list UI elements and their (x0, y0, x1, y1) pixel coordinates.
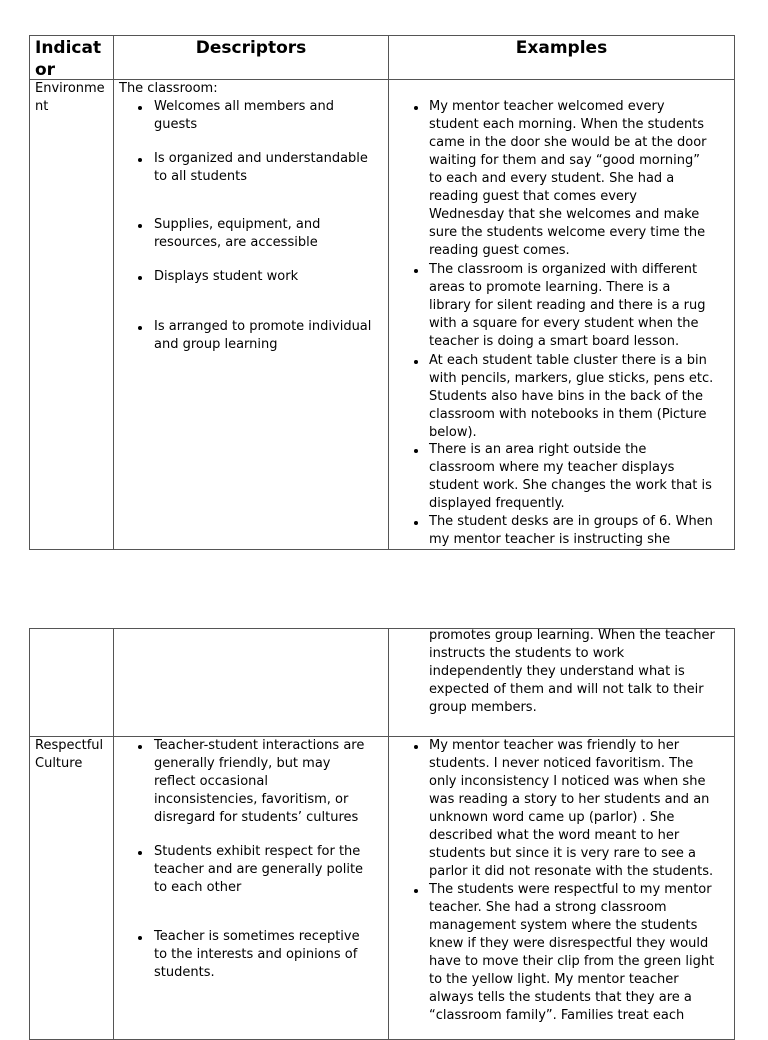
list-item-line: my mentor teacher is instructing she (429, 532, 671, 547)
list-item-line: Wednesday that she welcomes and make (429, 207, 700, 222)
bullet-icon (138, 224, 142, 228)
column-divider (113, 36, 114, 549)
list-item-line: Students also have bins in the back of the (429, 389, 704, 404)
list-item-line: unknown word came up (parlor) . She (429, 810, 675, 825)
list-item-line: management system where the students (429, 918, 698, 933)
bullet-icon (414, 269, 418, 273)
bullet-icon (414, 106, 418, 110)
column-divider (113, 629, 114, 1039)
indicator-label-line: Environme (35, 81, 105, 96)
list-item-line: sure the students welcome every time the (429, 225, 706, 240)
list-item-line: areas to promote learning. There is a (429, 280, 671, 295)
continuation-line: instructs the students to work (429, 646, 625, 661)
list-item-line: resources, are accessible (154, 235, 318, 250)
list-item-line: Is arranged to promote individual (154, 319, 372, 334)
bullet-icon (138, 851, 142, 855)
list-item-line: There is an area right outside the (429, 442, 647, 457)
list-item-line: to each and every student. She had a (429, 171, 675, 186)
list-item-line: The classroom is organized with different (429, 262, 698, 277)
list-item-line: At each student table cluster there is a bin (429, 353, 707, 368)
list-item-line: was reading a story to her students and an (429, 792, 710, 807)
list-item-line: generally friendly, but may (154, 756, 331, 771)
list-item-line: Students exhibit respect for the (154, 844, 361, 859)
column-divider (388, 629, 389, 1039)
bullet-icon (138, 745, 142, 749)
list-item-line: waiting for them and say “good morning” (429, 153, 700, 168)
list-item-line: to each other (154, 880, 242, 895)
list-item-line: teacher is doing a smart board lesson. (429, 334, 680, 349)
table-respectful-culture (29, 628, 735, 1040)
descriptor-intro: The classroom: (119, 81, 218, 96)
list-item-line: reading guest comes. (429, 243, 570, 258)
list-item-line: student work. She changes the work that is (429, 478, 712, 493)
list-item-line: The student desks are in groups of 6. When (429, 514, 713, 529)
list-item-line: only inconsistency I noticed was when she (429, 774, 706, 789)
bullet-icon (414, 360, 418, 364)
bullet-icon (138, 326, 142, 330)
list-item-line: displayed frequently. (429, 496, 565, 511)
list-item-line: students. I never noticed favoritism. The (429, 756, 694, 771)
indicator-label-line: Respectful (35, 738, 104, 753)
bullet-icon (414, 449, 418, 453)
list-item-line: with pencils, markers, glue sticks, pens etc. (429, 371, 714, 386)
bullet-icon (138, 276, 142, 280)
list-item-line: teacher. She had a strong classroom (429, 900, 667, 915)
header-descriptors: Descriptors (195, 38, 307, 58)
continuation-line: promotes group learning. When the teacher (429, 628, 715, 643)
list-item-line: Teacher-student interactions are (154, 738, 365, 753)
list-item-line: reflect occasional (154, 774, 268, 789)
list-item-line: disregard for students’ cultures (154, 810, 359, 825)
continuation-line: group members. (429, 700, 537, 715)
indicator-label-line: Culture (35, 756, 83, 771)
list-item-line: Displays student work (154, 269, 299, 284)
list-item-line: reading guest that comes every (429, 189, 637, 204)
list-item-line: students but since it is very rare to see a (429, 846, 696, 861)
column-divider (388, 36, 389, 549)
list-item-line: library for silent reading and there is a rug (429, 298, 706, 313)
continuation-line: expected of them and will not talk to their (429, 682, 704, 697)
bullet-icon (138, 936, 142, 940)
list-item-line: Welcomes all members and (154, 99, 334, 114)
list-item-line: My mentor teacher welcomed every (429, 99, 665, 114)
bullet-icon (138, 106, 142, 110)
header-indicator-line: or (35, 60, 56, 80)
list-item-line: to the interests and opinions of (154, 947, 358, 962)
list-item-line: with a square for every student when the (429, 316, 699, 331)
list-item-line: inconsistencies, favoritism, or (154, 792, 349, 807)
continuation-line: independently they understand what is (429, 664, 685, 679)
list-item-line: My mentor teacher was friendly to her (429, 738, 680, 753)
list-item-line: classroom where my teacher displays (429, 460, 675, 475)
list-item-line: Is organized and understandable (154, 151, 368, 166)
list-item-line: have to move their clip from the green light (429, 954, 715, 969)
list-item-line: teacher and are generally polite (154, 862, 364, 877)
indicator-label-line: nt (35, 99, 49, 114)
bullet-icon (414, 745, 418, 749)
list-item-line: student each morning. When the students (429, 117, 705, 132)
list-item-line: students. (154, 965, 215, 980)
list-item-line: Teacher is sometimes receptive (154, 929, 360, 944)
list-item-line: parlor it did not resonate with the students. (429, 864, 714, 879)
bullet-icon (414, 889, 418, 893)
list-item-line: to all students (154, 169, 247, 184)
list-item-line: classroom with notebooks in them (Picture (429, 407, 707, 422)
list-item-line: and group learning (154, 337, 278, 352)
list-item-line: Supplies, equipment, and (154, 217, 321, 232)
list-item-line: The students were respectful to my mentor (429, 882, 712, 897)
list-item-line: described what the word meant to her (429, 828, 680, 843)
list-item-line: to the yellow light. My mentor teacher (429, 972, 679, 987)
list-item-line: knew if they were disrespectful they would (429, 936, 709, 951)
list-item-line: below). (429, 425, 477, 440)
list-item-line: came in the door she would be at the door (429, 135, 707, 150)
header-examples: Examples (515, 38, 608, 58)
header-indicator-line: Indicat (35, 38, 102, 58)
list-item-line: always tells the students that they are a (429, 990, 692, 1005)
list-item-line: guests (154, 117, 198, 132)
list-item-line: “classroom family”. Families treat each (429, 1008, 685, 1023)
bullet-icon (414, 521, 418, 525)
table-environment (29, 35, 735, 550)
bullet-icon (138, 158, 142, 162)
